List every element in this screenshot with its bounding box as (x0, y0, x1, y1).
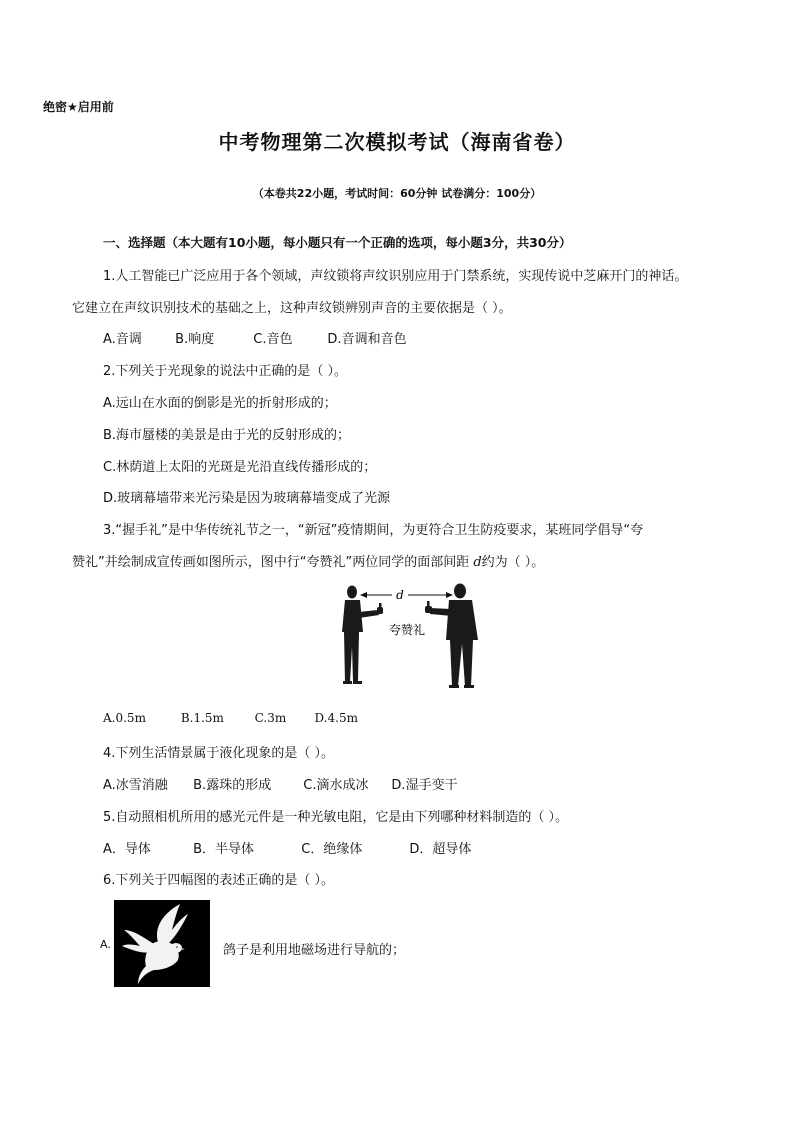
q3-line2-part2: 约为（ ）。 (481, 555, 545, 570)
confidential-label: 绝密★启用前 (43, 100, 114, 114)
q4-option-c: C.滴水成冰 (303, 778, 369, 793)
q5-option-d: D．超导体 (409, 842, 472, 857)
distance-arrow (360, 592, 453, 598)
q3-option-b: B.1.5m (180, 711, 224, 725)
q1-options (103, 328, 407, 347)
page-title: 中考物理第二次模拟考试（海南省卷） (218, 130, 576, 154)
q1-line2: 它建立在声纹识别技术的基础之上，这种声纹锁辨别声音的主要依据是（ ）。 (72, 301, 512, 316)
q3-option-c: C.3m (254, 711, 287, 725)
q3-option-d: D.4.5m (314, 711, 358, 725)
q5-option-a: A．导体 (103, 842, 151, 857)
figure-label: 夸赞礼 (388, 623, 426, 637)
q1-option-b: B.响度 (175, 332, 215, 347)
q4-option-d: D.湿手变干 (391, 778, 458, 793)
q1-option-c: C.音色 (253, 332, 293, 347)
dove-image (114, 900, 210, 987)
q5-stem: 5.自动照相机所用的感光元件是一种光敏电阻，它是由下列哪种材料制造的（ ）。 (103, 810, 569, 825)
q4-option-a: A.冰雪消融 (103, 778, 168, 793)
q5-options (103, 838, 471, 857)
q4-options (103, 774, 458, 793)
q3-options (103, 711, 358, 725)
dove-icon (114, 900, 210, 987)
q2-option-d: D.玻璃幕墙带来光污染是因为玻璃幕墙变成了光源 (103, 491, 391, 506)
q3-line2 (72, 551, 544, 570)
q3-option-a: A.0.5m (103, 711, 146, 725)
exam-info: （本卷共22小题，考试时间：60分钟 试卷满分：100分） (252, 187, 542, 200)
q2-stem: 2.下列关于光现象的说法中正确的是（ ）。 (103, 364, 348, 379)
q5-option-c: C．绝缘体 (301, 842, 363, 857)
left-person-silhouette (342, 586, 383, 685)
q2-option-c: C.林荫道上太阳的光斑是光沿直线传播形成的； (103, 460, 377, 475)
right-person-silhouette (425, 584, 478, 689)
figure-praise-gesture (330, 582, 485, 692)
q1-option-a: A.音调 (103, 332, 142, 347)
q6-option-a-text: 鸽子是利用地磁场进行导航的； (223, 943, 406, 958)
q3-variable-d: d (473, 555, 482, 570)
q1-line1: 1.人工智能已广泛应用于各个领域，声纹锁将声纹识别应用于门禁系统，实现传说中芝麻开门的神话。 (103, 269, 688, 284)
figure-variable-d: d (396, 588, 404, 602)
q2-option-a: A.远山在水面的倒影是光的折射形成的； (103, 396, 337, 411)
section-heading: 一、选择题（本大题有10小题，每小题只有一个正确的选项，每小题3分，共30分） (103, 235, 572, 250)
q6-option-a-label: A. (100, 938, 111, 951)
q4-stem: 4.下列生活情景属于液化现象的是（ ）。 (103, 746, 335, 761)
q3-line2-part1: 赞礼”并绘制成宣传画如图所示，图中行“夸赞礼”两位同学的面部间距 (72, 555, 474, 570)
q2-option-b: B.海市蜃楼的美景是由于光的反射形成的； (103, 428, 351, 443)
q1-option-d: D.音调和音色 (327, 332, 407, 347)
q3-line1: 3.“握手礼”是中华传统礼节之一，“新冠”疫情期间，为更符合卫生防疫要求，某班同学倡导“夸 (103, 523, 644, 538)
q6-stem: 6.下列关于四幅图的表述正确的是（ ）。 (103, 873, 335, 888)
q4-option-b: B.露珠的形成 (193, 778, 272, 793)
q5-option-b: B．半导体 (193, 842, 255, 857)
